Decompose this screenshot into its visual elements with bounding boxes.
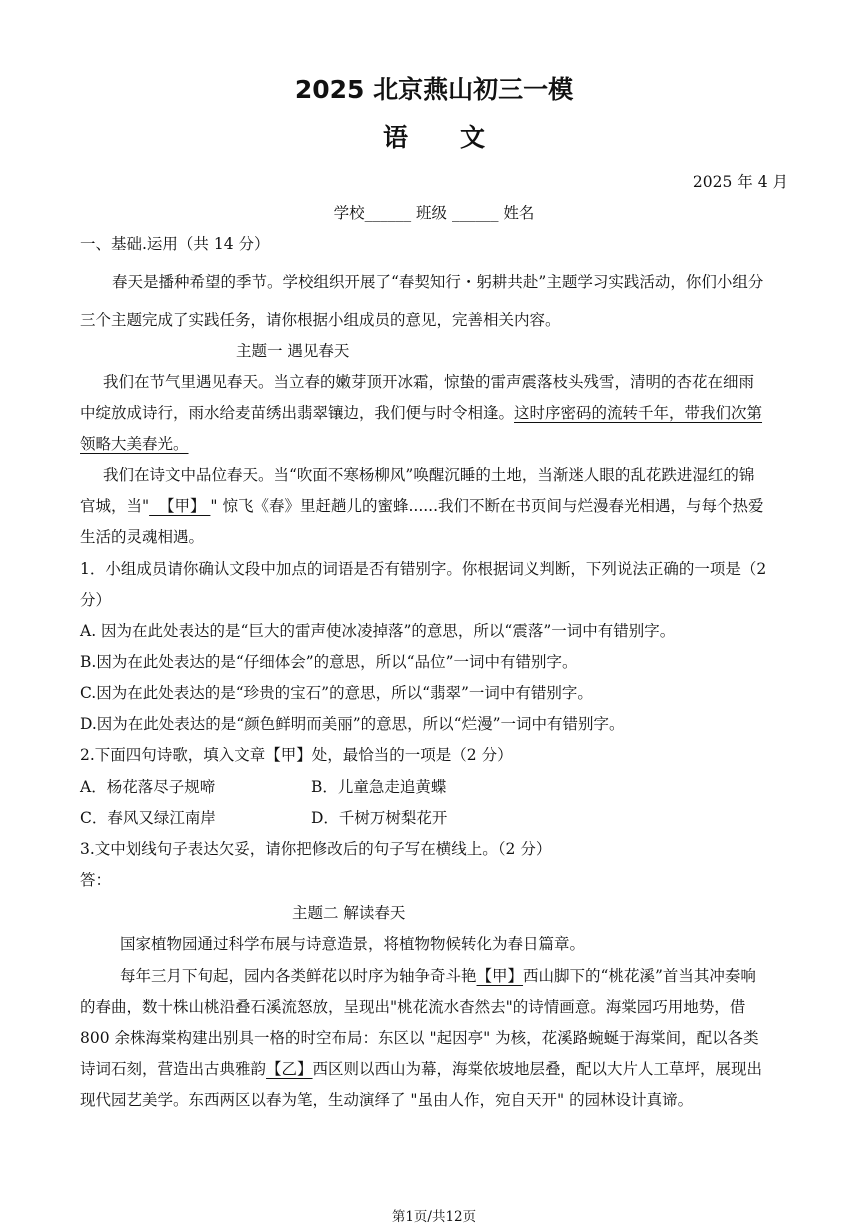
theme-one-title: 主题一 遇见春天 [236, 342, 350, 360]
question-3-stem: 3.文中划线句子表达欠妥，请你把修改后的句子写在横线上。（2 分） [80, 840, 552, 858]
student-info-line: 学校______ 班级 ______ 姓名 [333, 204, 535, 222]
exam-date: 2025 年 4 月 [692, 173, 788, 191]
blank-jia: 【甲】 [149, 497, 211, 515]
question-1-option-c: C.因为在此处表达的是“珍贵的宝石”的意思，所以“翡翠”一词中有错别字。 [80, 684, 593, 702]
paragraph-2-text-b: " 惊飞《春》里赶趟儿的蜜蜂......我们不断在书页间与烂漫春光相遇，与每个热爱 [210, 497, 764, 515]
underlined-sentence-end: 领略大美春光。 [80, 435, 189, 453]
question-1-option-a: A. 因为在此处表达的是“巨大的雷声使冰凌掉落”的意思，所以“震落”一词中有错别字。 [80, 622, 676, 640]
paragraph-4-line-3: 800 余株海棠构建出别具一格的时空布局：东区以 "起因亭" 为核，花溪路蜿蜒于海棠间，配以各类 [80, 1029, 759, 1047]
page-number: 第1页/共12页 [391, 1209, 477, 1225]
question-2-option-c: C．春风又绿江南岸 [80, 809, 216, 827]
question-1-option-d: D.因为在此处表达的是“颜色鲜明而美丽”的意思，所以“烂漫”一词中有错别字。 [80, 715, 625, 733]
paragraph-4-line-1 [120, 964, 756, 986]
paragraph-2-line-3: 生活的灵魂相遇。 [80, 528, 205, 546]
document-title: 2025 北京燕山初三一模 [294, 75, 574, 104]
question-2-option-d: D．千树万树梨花开 [311, 809, 448, 827]
section-heading: 一、基础.运用（共 14 分） [80, 235, 270, 253]
paragraph-4-text-a: 每年三月下旬起，园内各类鲜花以时序为轴争奇斗艳 [120, 967, 477, 985]
question-1-option-b: B.因为在此处表达的是“仔细体会”的意思，所以“品位”一词中有错别字。 [80, 653, 578, 671]
paragraph-4-line-4 [80, 1057, 762, 1079]
paragraph-4-line-2: 的春曲，数十株山桃沿叠石溪流怒放，呈现出"桃花流水杳然去"的诗情画意。海棠园巧用地势，借 [80, 998, 746, 1016]
paragraph-2-text-a: 官城，当" [80, 497, 150, 515]
question-1-stem-end: 分） [80, 591, 112, 609]
question-2-stem: 2.下面四句诗歌，填入文章【甲】处，最恰当的一项是（2 分） [80, 746, 513, 764]
subject-title: 语文 [382, 123, 537, 152]
answer-label: 答： [80, 871, 112, 889]
paragraph-4-text-b: 西山脚下的“桃花溪”首当其冲奏响 [523, 967, 756, 985]
question-2-option-b: B．儿童急走追黄蝶 [311, 778, 447, 796]
blank-jia-2: 【甲】 [476, 967, 524, 985]
paragraph-1-line-2 [80, 401, 762, 423]
paragraph-4-text-d: 西区则以西山为幕，海棠依坡地层叠，配以大片人工草坪，展现出 [312, 1060, 763, 1078]
paragraph-4-text-c: 诗词石刻，营造出古典雅韵 [80, 1060, 267, 1078]
question-1-stem: 1．小组成员请你确认文段中加点的词语是否有错别字。你根据词义判断，下列说法正确的一项是（2 [80, 560, 767, 578]
blank-yi: 【乙】 [266, 1060, 313, 1078]
paragraph-1-line-1: 我们在节气里遇见春天。当立春的嫩芽顶开冰霜，惊蛰的雷声震落枝头残雪，清明的杏花在细雨 [103, 373, 755, 391]
question-2-option-a: A．杨花落尽子规啼 [80, 778, 216, 796]
intro-line-1: 春天是播种希望的季节。学校组织开展了“春契知行・躬耕共赴”主题学习实践活动，你们小组分 [112, 273, 764, 291]
paragraph-3: 国家植物园通过科学布展与诗意造景，将植物物候转化为春日篇章。 [120, 935, 586, 953]
intro-line-2: 三个主题完成了实践任务，请你根据小组成员的意见，完善相关内容。 [80, 311, 561, 329]
underlined-sentence: 这时序密码的流转千年，带我们次第 [514, 404, 763, 422]
paragraph-1-text: 中绽放成诗行，雨水给麦苗绣出翡翠镶边，我们便与时令相逢。 [80, 404, 515, 422]
paragraph-2-line-2 [80, 494, 764, 516]
paragraph-4-line-5: 现代园艺美学。东西两区以春为笔，生动演绎了 "虽由人作，宛自天开" 的园林设计真谛。 [80, 1091, 694, 1109]
paragraph-2-line-1: 我们在诗文中品位春天。当“吹面不寒杨柳风”唤醒沉睡的土地，当渐迷人眼的乱花跌进湿红的锦 [103, 466, 755, 484]
theme-two-title: 主题二 解读春天 [292, 904, 406, 922]
